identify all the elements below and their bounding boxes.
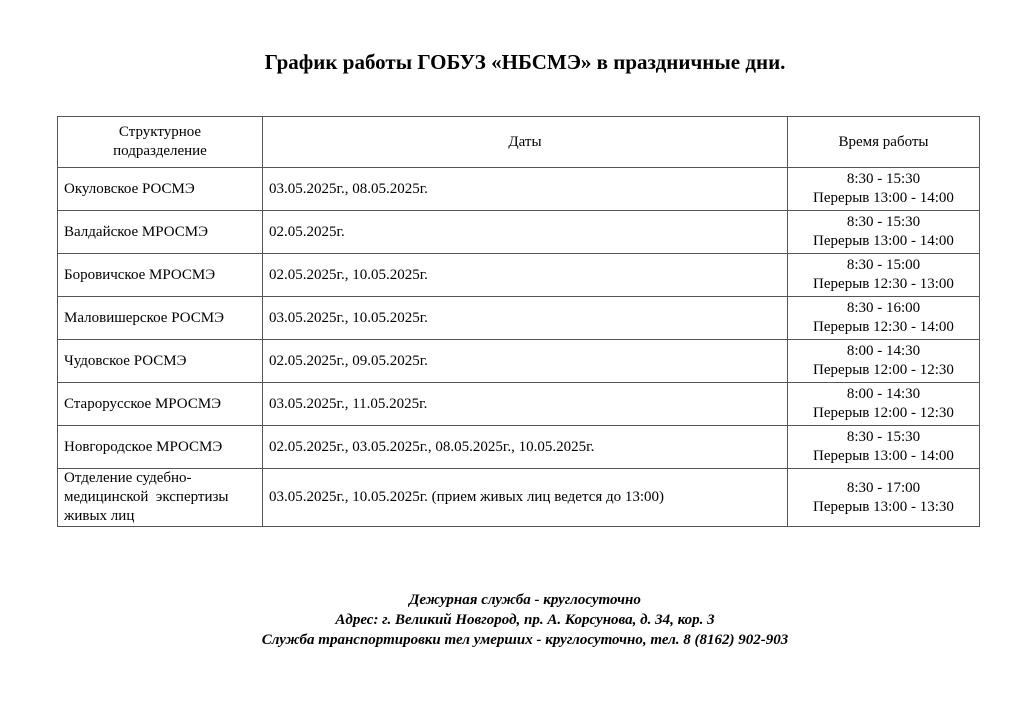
work-hours: 8:30 - 15:30 xyxy=(846,214,921,230)
work-hours: 8:00 - 14:30 xyxy=(846,343,921,359)
table-row xyxy=(58,211,980,254)
header-unit-line1: Структурное xyxy=(118,124,202,140)
header-unit xyxy=(58,117,263,168)
hours-cell xyxy=(788,383,980,426)
unit-cell xyxy=(58,426,263,469)
page-title: График работы ГОБУЗ «НБСМЭ» в праздничные дни. xyxy=(264,50,786,74)
unit-name: Маловишерское РОСМЭ xyxy=(64,309,224,326)
break-hours: Перерыв 12:00 - 12:30 xyxy=(813,405,954,421)
table-row xyxy=(58,254,980,297)
unit-name: Новгородское МРОСМЭ xyxy=(64,438,223,455)
work-hours: 8:30 - 16:00 xyxy=(846,300,921,316)
unit-name-line3: живых лиц xyxy=(64,508,135,524)
hours-cell xyxy=(788,426,980,469)
break-hours: Перерыв 13:00 - 13:30 xyxy=(813,498,954,515)
work-hours: 8:30 - 15:00 xyxy=(846,257,921,273)
schedule-table xyxy=(57,116,980,527)
unit-cell xyxy=(58,297,263,340)
unit-name: Валдайское МРОСМЭ xyxy=(64,223,208,240)
table-row xyxy=(58,426,980,469)
hours-cell xyxy=(788,340,980,383)
unit-cell xyxy=(58,254,263,297)
header-dates: Даты xyxy=(263,117,788,168)
work-hours: 8:30 - 15:30 xyxy=(846,171,921,187)
break-hours: Перерыв 13:00 - 14:00 xyxy=(813,233,954,249)
dates-cell: 02.05.2025г., 03.05.2025г., 08.05.2025г., 10.05.2025г. xyxy=(263,426,788,469)
table-row xyxy=(58,297,980,340)
unit-name: Окуловское РОСМЭ xyxy=(64,180,195,197)
break-hours: Перерыв 12:30 - 13:00 xyxy=(813,276,954,292)
break-hours: Перерыв 12:00 - 12:30 xyxy=(813,362,954,378)
dates-cell: 03.05.2025г., 10.05.2025г. xyxy=(263,297,788,340)
unit-cell xyxy=(58,168,263,211)
dates-cell: 02.05.2025г. xyxy=(263,211,788,254)
duty-service-line: Дежурная служба - круглосуточно xyxy=(409,592,641,608)
unit-name: Боровичское МРОСМЭ xyxy=(64,266,216,283)
transport-service-line: Служба транспортировки тел умерших - круглосуточно, тел. 8 (8162) 902-903 xyxy=(261,632,789,648)
unit-cell xyxy=(58,469,263,527)
work-hours: 8:30 - 17:00 xyxy=(846,479,921,496)
footer-info xyxy=(0,590,1024,650)
dates-cell: 02.05.2025г., 10.05.2025г. xyxy=(263,254,788,297)
break-hours: Перерыв 13:00 - 14:00 xyxy=(813,448,954,464)
address-line: Адрес: г. Великий Новгород, пр. А. Корсунова, д. 34, кор. 3 xyxy=(335,612,715,628)
hours-cell xyxy=(788,297,980,340)
unit-name: Старорусское МРОСМЭ xyxy=(64,395,222,412)
dates-cell: 03.05.2025г., 08.05.2025г. xyxy=(263,168,788,211)
table-row xyxy=(58,469,980,527)
hours-cell xyxy=(788,211,980,254)
unit-cell xyxy=(58,340,263,383)
hours-cell xyxy=(788,254,980,297)
break-hours: Перерыв 13:00 - 14:00 xyxy=(813,190,954,206)
table-row xyxy=(58,383,980,426)
hours-cell xyxy=(788,469,980,527)
unit-name-line1: Отделение судебно- xyxy=(64,470,192,486)
unit-cell xyxy=(58,211,263,254)
dates-cell: 03.05.2025г., 11.05.2025г. xyxy=(263,383,788,426)
table-header-row xyxy=(58,117,980,168)
header-unit-line2: подразделение xyxy=(113,143,207,159)
unit-cell xyxy=(58,383,263,426)
work-hours: 8:30 - 15:30 xyxy=(846,429,921,445)
unit-name: Чудовское РОСМЭ xyxy=(64,352,187,369)
unit-name-line2: медицинской экспертизы xyxy=(64,489,229,505)
break-hours: Перерыв 12:30 - 14:00 xyxy=(813,319,954,335)
header-hours: Время работы xyxy=(788,117,980,168)
dates-cell: 03.05.2025г., 10.05.2025г. (прием живых лиц ведется до 13:00) xyxy=(263,469,788,527)
work-hours: 8:00 - 14:30 xyxy=(846,386,921,402)
table-row xyxy=(58,168,980,211)
dates-cell: 02.05.2025г., 09.05.2025г. xyxy=(263,340,788,383)
table-row xyxy=(58,340,980,383)
hours-cell xyxy=(788,168,980,211)
schedule-rows xyxy=(58,168,980,527)
